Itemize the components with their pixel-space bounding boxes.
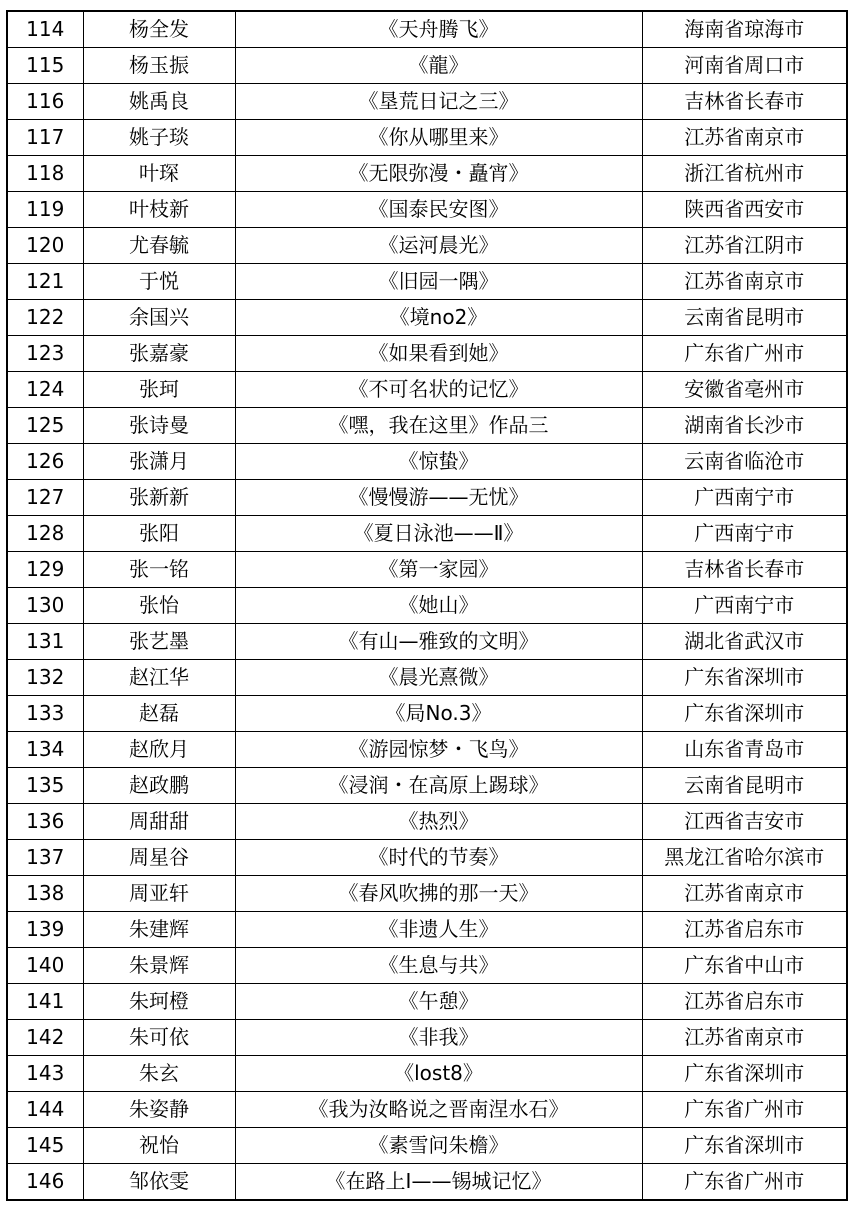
artist-location-cell: 广西南宁市	[642, 588, 847, 624]
row-number-cell: 119	[7, 192, 83, 228]
artist-location-cell: 广东省中山市	[642, 948, 847, 984]
artist-name-cell: 张诗曼	[83, 408, 235, 444]
artwork-title-cell: 《无限弥漫・矗宵》	[235, 156, 642, 192]
table-body	[7, 11, 847, 1200]
table-row	[7, 300, 847, 336]
table-row	[7, 804, 847, 840]
artist-name-cell: 杨全发	[83, 11, 235, 48]
artist-location-cell: 山东省青岛市	[642, 732, 847, 768]
row-number-cell: 120	[7, 228, 83, 264]
table-row	[7, 624, 847, 660]
artwork-title-cell: 《第一家园》	[235, 552, 642, 588]
table-row	[7, 120, 847, 156]
artist-name-cell: 朱珂橙	[83, 984, 235, 1020]
artist-location-cell: 海南省琼海市	[642, 11, 847, 48]
row-number-cell: 114	[7, 11, 83, 48]
row-number-cell: 144	[7, 1092, 83, 1128]
artist-name-cell: 赵政鹏	[83, 768, 235, 804]
row-number-cell: 142	[7, 1020, 83, 1056]
table-row	[7, 48, 847, 84]
table-row	[7, 1128, 847, 1164]
artwork-title-cell: 《午憩》	[235, 984, 642, 1020]
table-row	[7, 876, 847, 912]
row-number-cell: 124	[7, 372, 83, 408]
artist-location-cell: 广东省深圳市	[642, 1056, 847, 1092]
row-number-cell: 145	[7, 1128, 83, 1164]
artwork-title-cell: 《龍》	[235, 48, 642, 84]
artwork-title-cell: 《你从哪里来》	[235, 120, 642, 156]
artwork-title-cell: 《运河晨光》	[235, 228, 642, 264]
artist-name-cell: 张珂	[83, 372, 235, 408]
artist-location-cell: 云南省临沧市	[642, 444, 847, 480]
row-number-cell: 134	[7, 732, 83, 768]
artwork-title-cell: 《境no2》	[235, 300, 642, 336]
row-number-cell: 132	[7, 660, 83, 696]
artist-location-cell: 湖南省长沙市	[642, 408, 847, 444]
table-row	[7, 1056, 847, 1092]
row-number-cell: 116	[7, 84, 83, 120]
table-row	[7, 444, 847, 480]
row-number-cell: 130	[7, 588, 83, 624]
table-row	[7, 156, 847, 192]
artwork-title-cell: 《在路上Ⅰ——锡城记忆》	[235, 1164, 642, 1201]
artist-name-cell: 尤春毓	[83, 228, 235, 264]
artist-location-cell: 广西南宁市	[642, 480, 847, 516]
artist-name-cell: 叶枝新	[83, 192, 235, 228]
artist-name-cell: 朱姿静	[83, 1092, 235, 1128]
artist-name-cell: 张艺墨	[83, 624, 235, 660]
table-row	[7, 732, 847, 768]
artist-name-cell: 周甜甜	[83, 804, 235, 840]
artwork-title-cell: 《局No.3》	[235, 696, 642, 732]
row-number-cell: 141	[7, 984, 83, 1020]
table-row	[7, 11, 847, 48]
artist-name-cell: 姚禹良	[83, 84, 235, 120]
artist-location-cell: 广东省广州市	[642, 1164, 847, 1201]
artwork-title-cell: 《嘿，我在这里》作品三	[235, 408, 642, 444]
artwork-title-cell: 《晨光熹微》	[235, 660, 642, 696]
table-row	[7, 336, 847, 372]
artwork-title-cell: 《非我》	[235, 1020, 642, 1056]
row-number-cell: 136	[7, 804, 83, 840]
table-row	[7, 588, 847, 624]
artwork-title-cell: 《惊蛰》	[235, 444, 642, 480]
artwork-title-cell: 《游园惊梦・飞鸟》	[235, 732, 642, 768]
artist-location-cell: 陕西省西安市	[642, 192, 847, 228]
artist-location-cell: 湖北省武汉市	[642, 624, 847, 660]
artist-location-cell: 江苏省启东市	[642, 912, 847, 948]
table-row	[7, 696, 847, 732]
artist-name-cell: 朱可依	[83, 1020, 235, 1056]
artist-name-cell: 周亚轩	[83, 876, 235, 912]
artist-name-cell: 叶琛	[83, 156, 235, 192]
artwork-title-cell: 《我为汝略说之晋南涅水石》	[235, 1092, 642, 1128]
row-number-cell: 131	[7, 624, 83, 660]
artist-location-cell: 广东省深圳市	[642, 660, 847, 696]
artwork-title-cell: 《生息与共》	[235, 948, 642, 984]
artist-location-cell: 吉林省长春市	[642, 552, 847, 588]
artist-location-cell: 江西省吉安市	[642, 804, 847, 840]
row-number-cell: 123	[7, 336, 83, 372]
artist-name-cell: 张怡	[83, 588, 235, 624]
artwork-title-cell: 《热烈》	[235, 804, 642, 840]
artist-name-cell: 于悦	[83, 264, 235, 300]
artist-name-cell: 张阳	[83, 516, 235, 552]
row-number-cell: 121	[7, 264, 83, 300]
artist-name-cell: 赵江华	[83, 660, 235, 696]
artwork-list-table	[6, 10, 848, 1201]
artwork-title-cell: 《她山》	[235, 588, 642, 624]
artwork-list-table-wrap	[6, 10, 846, 1201]
artist-location-cell: 江苏省南京市	[642, 120, 847, 156]
artist-name-cell: 余国兴	[83, 300, 235, 336]
row-number-cell: 143	[7, 1056, 83, 1092]
artwork-title-cell: 《非遗人生》	[235, 912, 642, 948]
artist-location-cell: 云南省昆明市	[642, 768, 847, 804]
artist-name-cell: 祝怡	[83, 1128, 235, 1164]
table-row	[7, 1020, 847, 1056]
artwork-title-cell: 《春风吹拂的那一天》	[235, 876, 642, 912]
artist-name-cell: 赵欣月	[83, 732, 235, 768]
row-number-cell: 127	[7, 480, 83, 516]
table-row	[7, 516, 847, 552]
row-number-cell: 139	[7, 912, 83, 948]
artwork-title-cell: 《如果看到她》	[235, 336, 642, 372]
artist-name-cell: 张新新	[83, 480, 235, 516]
table-row	[7, 372, 847, 408]
artist-location-cell: 江苏省启东市	[642, 984, 847, 1020]
row-number-cell: 128	[7, 516, 83, 552]
table-row	[7, 408, 847, 444]
artwork-title-cell: 《旧园一隅》	[235, 264, 642, 300]
artwork-title-cell: 《夏日泳池——Ⅱ》	[235, 516, 642, 552]
artwork-title-cell: 《天舟腾飞》	[235, 11, 642, 48]
artwork-title-cell: 《慢慢游——无忧》	[235, 480, 642, 516]
row-number-cell: 126	[7, 444, 83, 480]
table-row	[7, 264, 847, 300]
artist-location-cell: 广东省深圳市	[642, 1128, 847, 1164]
row-number-cell: 122	[7, 300, 83, 336]
row-number-cell: 135	[7, 768, 83, 804]
artist-name-cell: 赵磊	[83, 696, 235, 732]
table-row	[7, 912, 847, 948]
artist-location-cell: 广东省深圳市	[642, 696, 847, 732]
table-row	[7, 84, 847, 120]
artwork-title-cell: 《素雪问朱檐》	[235, 1128, 642, 1164]
table-row	[7, 480, 847, 516]
table-row	[7, 1092, 847, 1128]
artwork-title-cell: 《不可名状的记忆》	[235, 372, 642, 408]
artist-location-cell: 广东省广州市	[642, 336, 847, 372]
table-row	[7, 228, 847, 264]
row-number-cell: 117	[7, 120, 83, 156]
table-row	[7, 768, 847, 804]
row-number-cell: 125	[7, 408, 83, 444]
artist-name-cell: 张一铭	[83, 552, 235, 588]
table-row	[7, 948, 847, 984]
artwork-title-cell: 《浸润・在高原上踢球》	[235, 768, 642, 804]
artist-name-cell: 朱景辉	[83, 948, 235, 984]
artist-name-cell: 朱建辉	[83, 912, 235, 948]
row-number-cell: 129	[7, 552, 83, 588]
artist-location-cell: 黑龙江省哈尔滨市	[642, 840, 847, 876]
table-row	[7, 1164, 847, 1201]
row-number-cell: 115	[7, 48, 83, 84]
artist-location-cell: 广东省广州市	[642, 1092, 847, 1128]
row-number-cell: 140	[7, 948, 83, 984]
artist-location-cell: 安徽省亳州市	[642, 372, 847, 408]
row-number-cell: 137	[7, 840, 83, 876]
artist-name-cell: 姚子琰	[83, 120, 235, 156]
artist-location-cell: 广西南宁市	[642, 516, 847, 552]
table-row	[7, 984, 847, 1020]
artist-name-cell: 邹依雯	[83, 1164, 235, 1201]
artist-location-cell: 云南省昆明市	[642, 300, 847, 336]
artwork-title-cell: 《有山—雅致的文明》	[235, 624, 642, 660]
artist-name-cell: 张嘉豪	[83, 336, 235, 372]
artwork-title-cell: 《lost8》	[235, 1056, 642, 1092]
artist-location-cell: 吉林省长春市	[642, 84, 847, 120]
row-number-cell: 118	[7, 156, 83, 192]
artwork-title-cell: 《垦荒日记之三》	[235, 84, 642, 120]
table-row	[7, 552, 847, 588]
row-number-cell: 138	[7, 876, 83, 912]
artist-location-cell: 江苏省南京市	[642, 876, 847, 912]
artwork-title-cell: 《国泰民安图》	[235, 192, 642, 228]
artist-location-cell: 浙江省杭州市	[642, 156, 847, 192]
table-row	[7, 840, 847, 876]
table-row	[7, 192, 847, 228]
table-row	[7, 660, 847, 696]
artist-name-cell: 杨玉振	[83, 48, 235, 84]
artist-name-cell: 张潇月	[83, 444, 235, 480]
artist-name-cell: 周星谷	[83, 840, 235, 876]
artist-name-cell: 朱玄	[83, 1056, 235, 1092]
artist-location-cell: 江苏省南京市	[642, 264, 847, 300]
artist-location-cell: 河南省周口市	[642, 48, 847, 84]
artist-location-cell: 江苏省江阴市	[642, 228, 847, 264]
row-number-cell: 133	[7, 696, 83, 732]
artwork-title-cell: 《时代的节奏》	[235, 840, 642, 876]
row-number-cell: 146	[7, 1164, 83, 1201]
artist-location-cell: 江苏省南京市	[642, 1020, 847, 1056]
